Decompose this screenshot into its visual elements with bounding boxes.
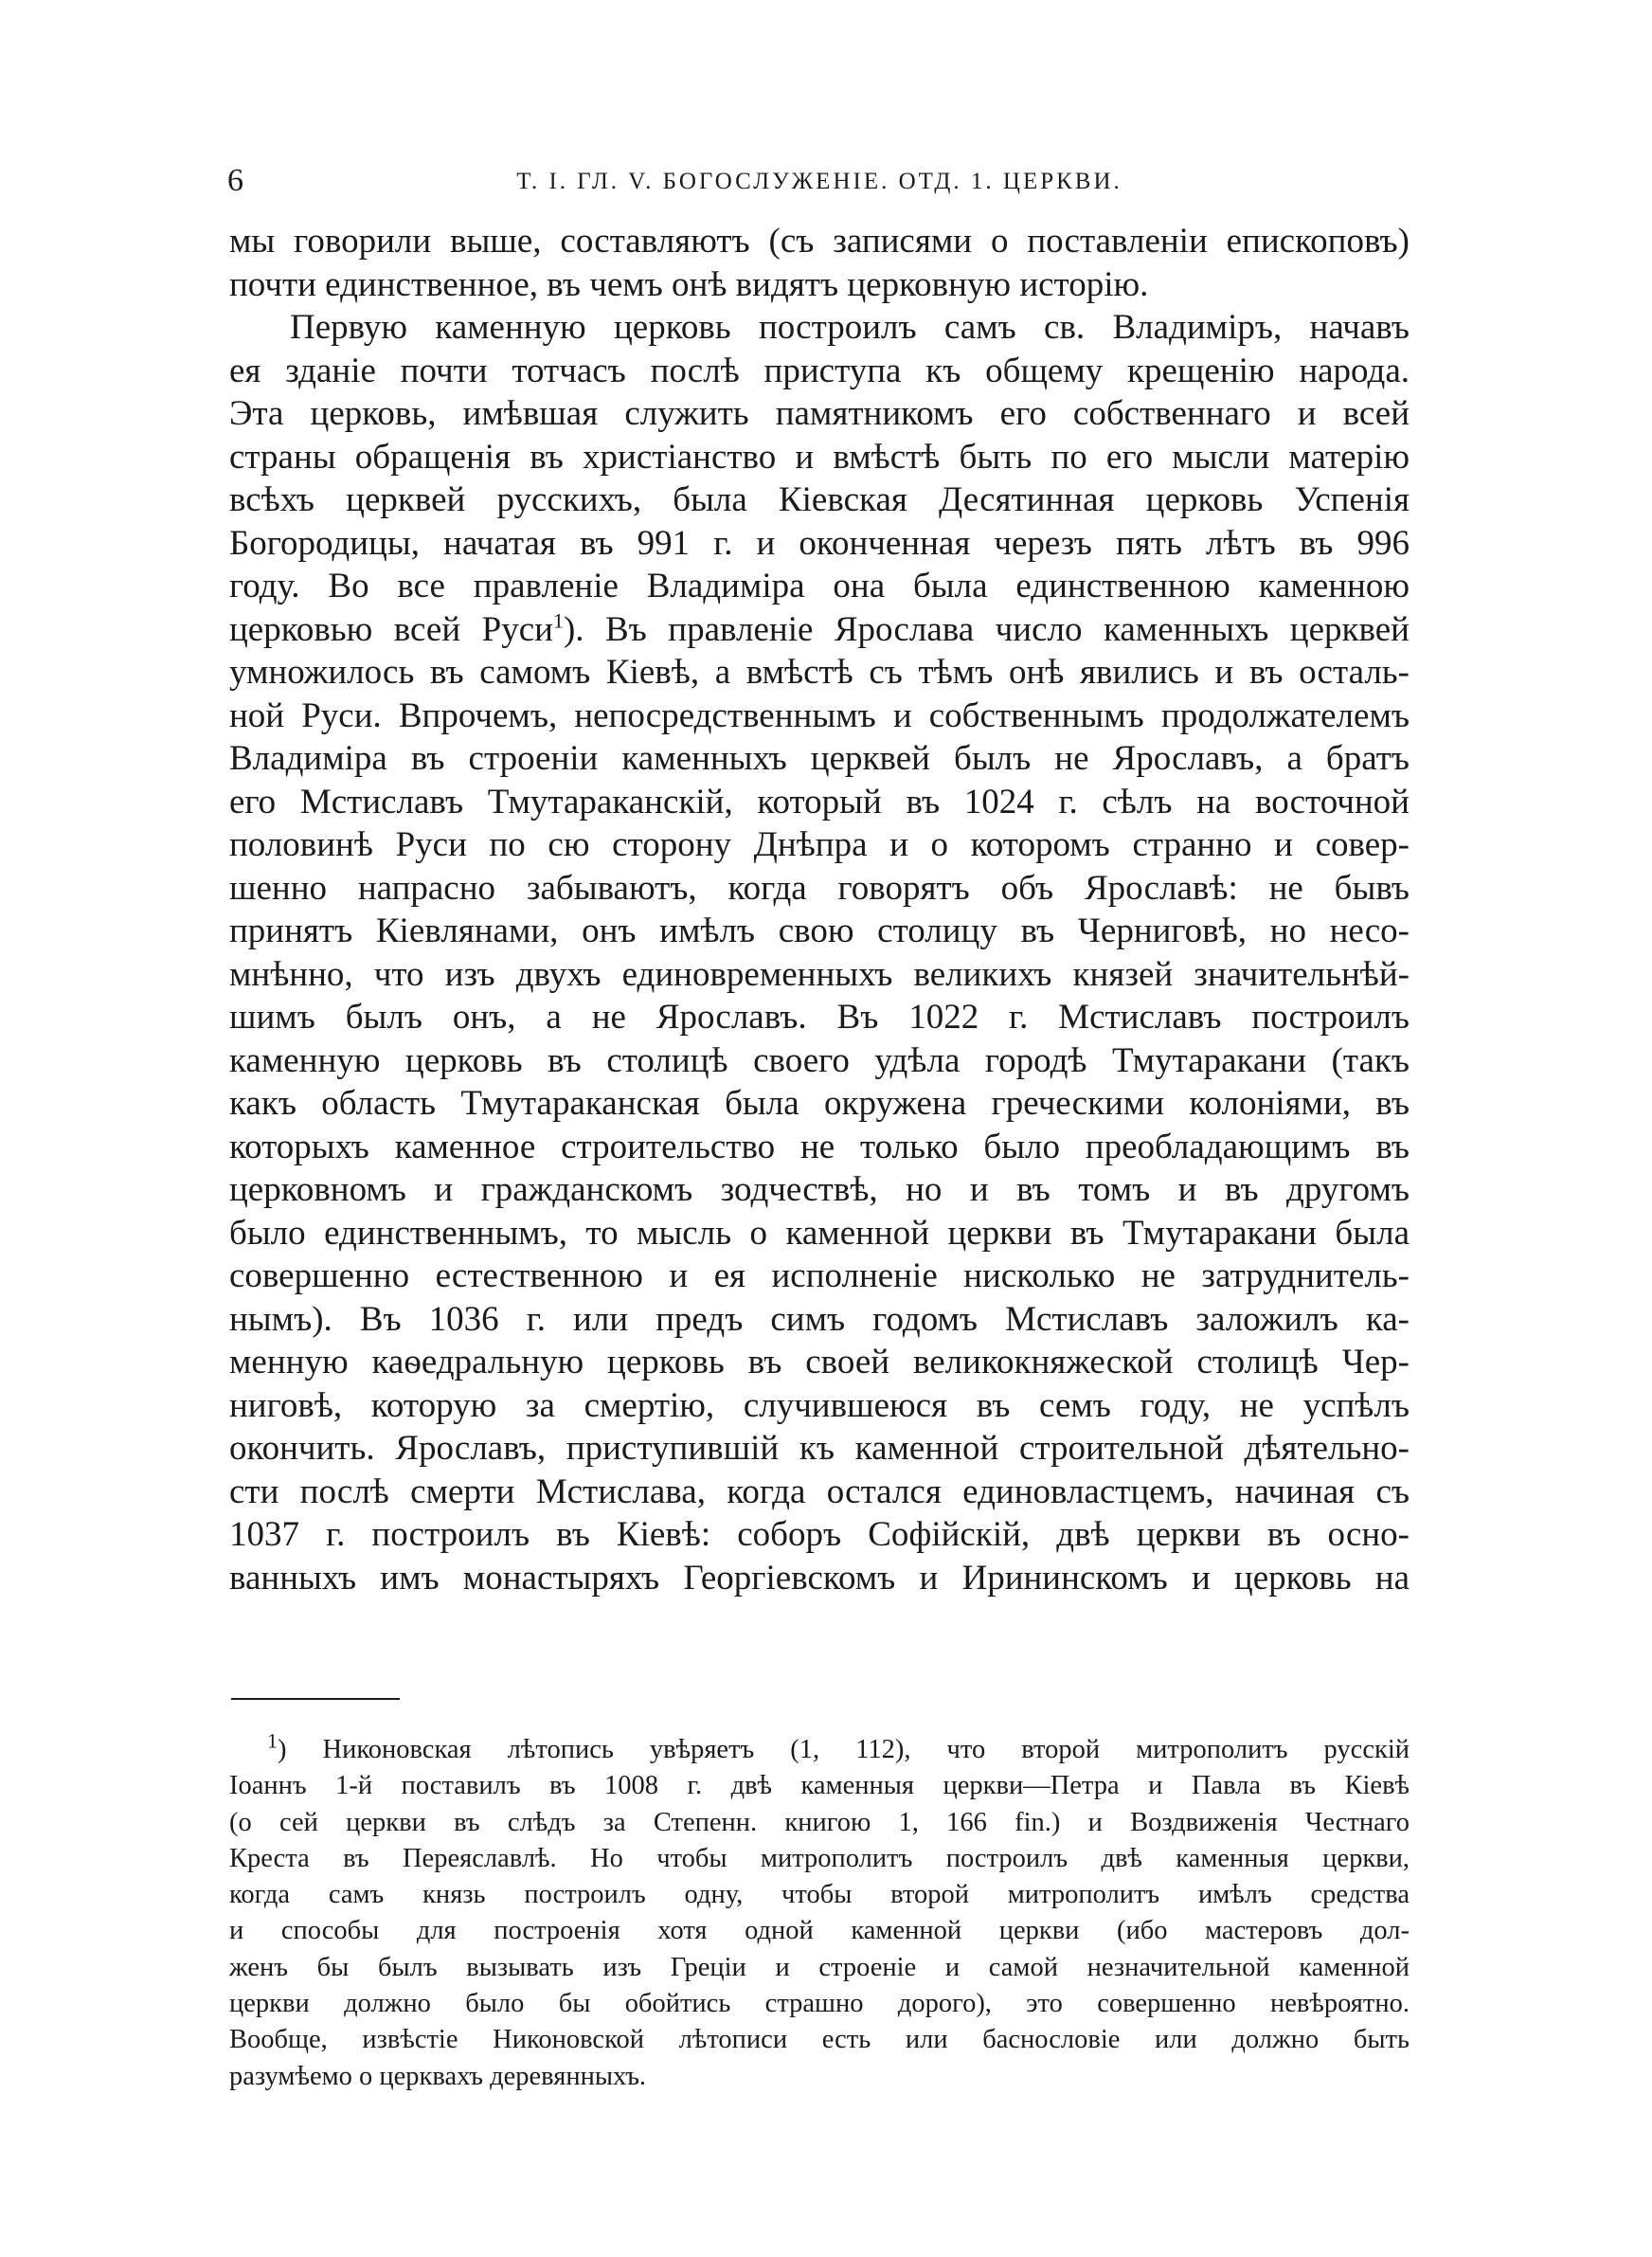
text-line: шенно напрасно забываютъ, когда говорятъ объ Ярославѣ: не бывъ [229, 868, 1410, 908]
text-line: ной Руси. Впрочемъ, непосредственнымъ и собственнымъ продолжателемъ [229, 695, 1410, 735]
text-line: Первую каменную церковь построилъ самъ св. Владиміръ, начавъ [290, 308, 1410, 347]
footnote-line: Іоаннъ 1-й поставилъ въ 1008 г. двѣ каменныя церкви—Петра и Павла въ Кіевѣ [229, 1771, 1410, 1801]
text-line: принятъ Кіевлянами, онъ имѣлъ свою столицу въ Черниговѣ, но несо- [229, 912, 1410, 950]
page-header [227, 163, 1411, 210]
footnote-reference: 1 [552, 608, 564, 633]
text-line: менную каѳедральную церковь въ своей великокняжеской столицѣ Чер- [229, 1343, 1410, 1381]
footnote-line: Креста въ Переяславлѣ. Но чтобы митрополитъ построилъ двѣ каменныя церкви, [229, 1843, 1410, 1873]
text-line: 1037 г. построилъ въ Кіевѣ: соборъ Софійскій, двѣ церкви въ осно- [229, 1515, 1410, 1554]
text-line: которыхъ каменное строительство не только было преобладающимъ въ [229, 1127, 1410, 1166]
text-line: страны обращенія въ христіанство и вмѣстѣ быть по его мысли матерію [229, 437, 1410, 477]
footnote-line: Вообще, извѣстіе Никоновской лѣтописи есть или баснословіе или должно быть [229, 2025, 1410, 2055]
text-line: мы говорили выше, составляютъ (съ записями о поставленіи епископовъ) [229, 222, 1410, 261]
text-line: шимъ былъ онъ, а не Ярославъ. Въ 1022 г. Мстиславъ построилъ [229, 998, 1410, 1037]
text-line: Эта церковь, имѣвшая служить памятникомъ его собственнаго и всей [229, 394, 1410, 433]
page-number: 6 [227, 163, 244, 198]
footnote-line: и способы для построенія хотя одной каменной церкви (ибо мастеровъ дол- [229, 1916, 1410, 1946]
footnote-divider [231, 1698, 400, 1700]
footnote-line: женъ бы былъ вызывать изъ Греціи и строеніе и самой незначительной каменной [229, 1952, 1410, 1982]
text-line: окончить. Ярославъ, приступившій къ каменной строительной дѣятельно- [229, 1429, 1410, 1468]
text-line: ванныхъ имъ монастыряхъ Георгіевскомъ и Ирининскомъ и церковь на [229, 1558, 1410, 1598]
footnote [229, 1728, 1410, 2095]
text-line: всѣхъ церквей русскихъ, была Кіевская Десятинная церковь Успенія [229, 480, 1410, 519]
running-head: Т. I. ГЛ. V. БОГОСЛУЖЕНІЕ. ОТД. 1. ЦЕРКВИ. [516, 169, 1122, 194]
text-line: Богородицы, начатая въ 991 г. и оконченная черезъ пять лѣтъ въ 996 [229, 523, 1410, 563]
text-line: Владиміра въ строеніи каменныхъ церквей былъ не Ярославъ, а братъ [229, 739, 1410, 778]
text-line: церковномъ и гражданскомъ зодчествѣ, но и въ томъ и въ другомъ [229, 1170, 1410, 1209]
footnote-line [229, 1728, 1410, 1768]
footnote-marker: 1 [267, 1728, 278, 1753]
text-line: году. Во все правленіе Владиміра она была единственною каменною [229, 567, 1410, 605]
main-text [229, 220, 1410, 1599]
text-line: мнѣнно, что изъ двухъ единовременныхъ великихъ князей значительнѣй- [229, 954, 1410, 994]
text-line [229, 608, 1410, 652]
text-line: сти послѣ смерти Мстислава, когда остался единовластцемъ, начиная съ [229, 1472, 1410, 1511]
text-line: умножилось въ самомъ Кіевѣ, а вмѣстѣ съ тѣмъ онѣ явились и въ осталь- [229, 653, 1410, 692]
text-line: ея зданіе почти тотчасъ послѣ приступа къ общему крещенію народа. [229, 351, 1410, 390]
text-line: каменную церковь въ столицѣ своего удѣла городѣ Тмутаракани (такъ [229, 1040, 1410, 1080]
text-line: ниговѣ, которую за смертію, случившеюся въ семъ году, не успѣлъ [229, 1385, 1410, 1425]
footnote-line: (о сей церкви въ слѣдъ за Степенн. книгою 1, 166 fin.) и Воздвиженія Честнаго [229, 1807, 1410, 1837]
text-line: его Мстиславъ Тмутараканскій, который въ 1024 г. сѣлъ на восточной [229, 782, 1410, 822]
text-line: половинѣ Руси по сю сторону Днѣпра и о которомъ странно и совер- [229, 825, 1410, 864]
text-line: почти единственное, въ чемъ онѣ видятъ церковную исторію. [229, 264, 1149, 304]
text-fragment: ) Никоновская лѣтопись увѣряетъ (1, 112), что второй митрополитъ русскій [278, 1735, 1410, 1764]
footnote-line: церкви должно было бы обойтись страшно дорого), это совершенно невѣроятно. [229, 1989, 1410, 2019]
text-line: было единственнымъ, то мысль о каменной церкви въ Тмутаракани была [229, 1213, 1410, 1253]
text-line: нымъ). Въ 1036 г. или предъ симъ годомъ Мстиславъ заложилъ ка- [229, 1299, 1410, 1339]
text-fragment: церковью всей Руси [229, 609, 553, 649]
footnote-line: разумѣемо о церквахъ деревянныхъ. [229, 2061, 647, 2091]
footnote-line: когда самъ князь построилъ одну, чтобы второй митрополитъ имѣлъ средства [229, 1880, 1410, 1910]
text-line: совершенно естественною и ея исполненіе нисколько не затруднитель- [229, 1256, 1410, 1295]
text-line: какъ область Тмутараканская была окружена греческими колоніями, въ [229, 1084, 1410, 1123]
text-fragment: ). Въ правленіе Ярослава число каменныхъ церквей [563, 609, 1410, 649]
